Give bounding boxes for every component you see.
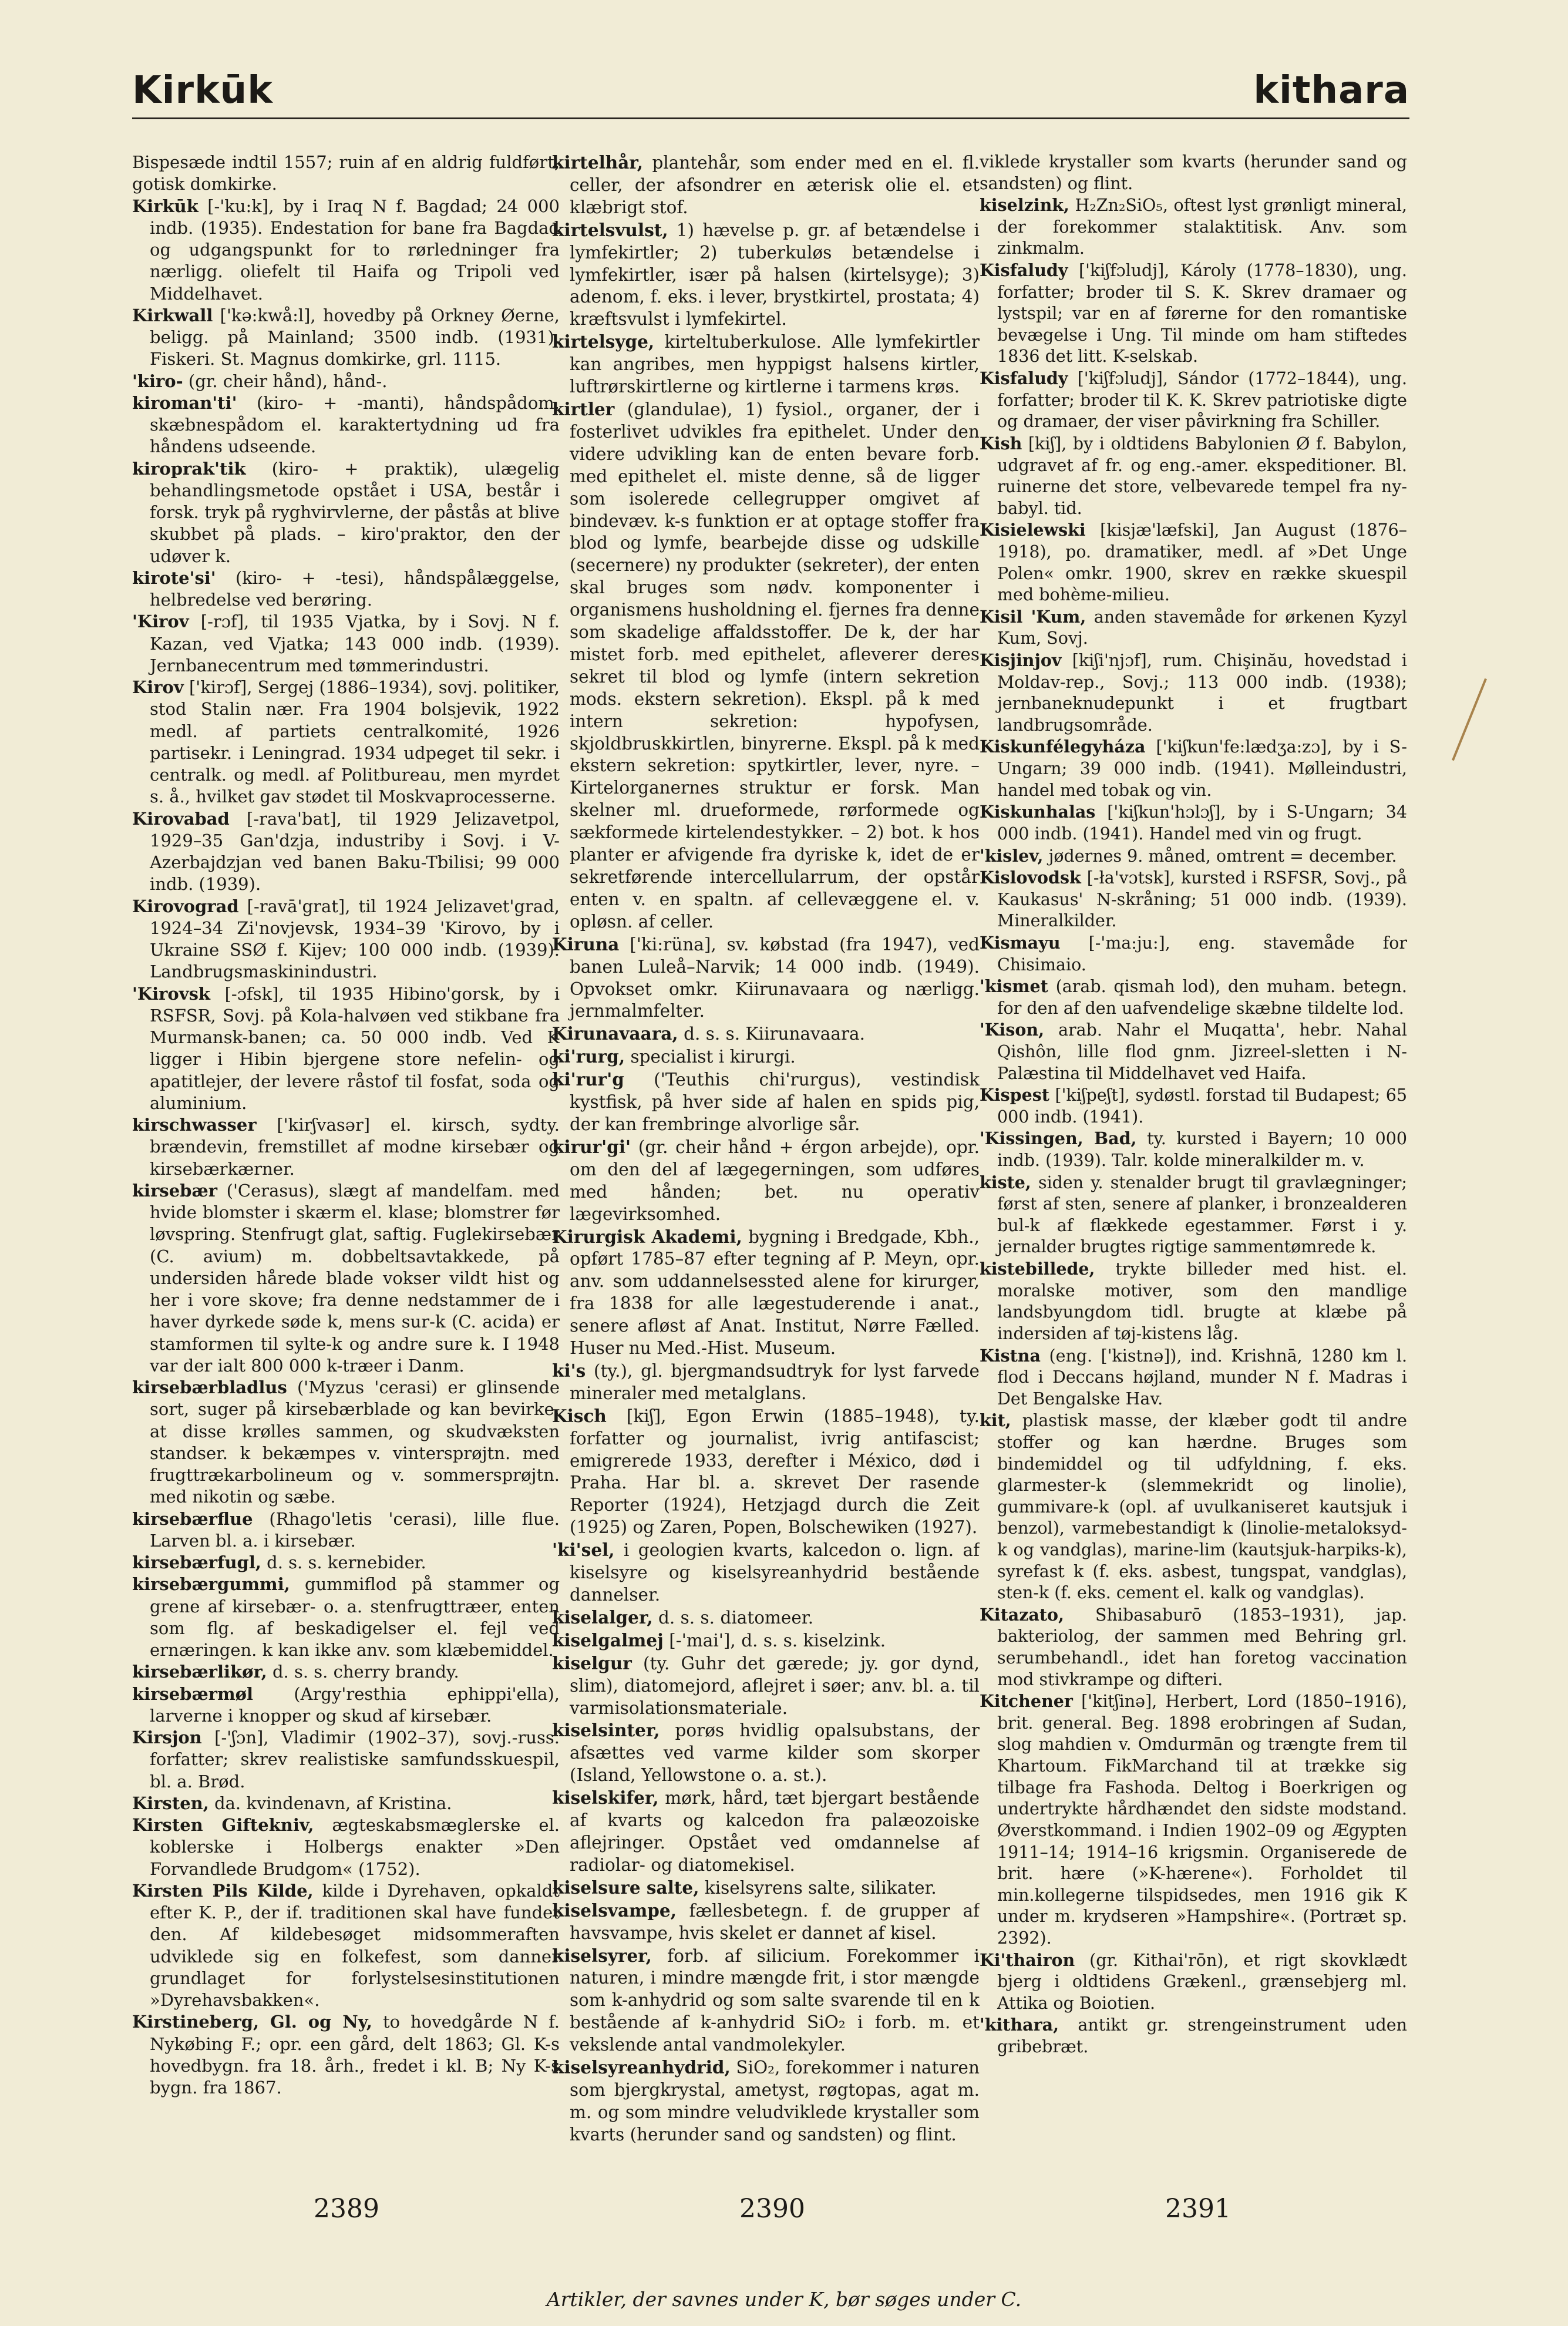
- dictionary-entry: [980, 2014, 1407, 2058]
- dictionary-entry: [980, 867, 1407, 932]
- dictionary-entry: [552, 398, 980, 933]
- dictionary-entry: [552, 1652, 980, 1720]
- entry-text: d. s. s. diatomeer.: [658, 1607, 814, 1628]
- entry-headword: kirsebærfugl,: [132, 1552, 261, 1572]
- entry-text: anden stavemåde for ørkenen Kyzyl Kum, Sovj.: [997, 607, 1407, 648]
- entry-text: ['kiʃfɔludj], Sándor (1772–1844), ung. forfatter; broder til K. K. Skrev patriotiske digte og dramaer, der viser påvirkning fra Schiller.: [997, 369, 1407, 432]
- dictionary-entry: [132, 1661, 560, 1683]
- dictionary-entry: [980, 845, 1407, 868]
- entry-text: siden y. stenalder brugt til gravlægninger; først af sten, senere af planker, i bronzealderen bul-k af flækkede egestammer. Først i y. jernalder brugtes rigtige sammentømrede k.: [997, 1172, 1407, 1257]
- dictionary-entry: [552, 219, 980, 331]
- entry-text: ['kirʃvasər] el. kirsch, sydty. brændevin, fremstillet af modne kirsebær og kirsebærkærner.: [150, 1115, 560, 1179]
- entry-text: SiO₂, forekommer i naturen som bjergkrystal, ametyst, røgtopas, agat m. m. og som mindre veludviklede krystaller som kvarts (herunder sand og sandsten) og flint.: [570, 2058, 980, 2145]
- entry-text: [-ɔfsk], til 1935 Hibino'gorsk, by i RSFSR, Sovj. på Kola-halvøen ved stikbane fra Murmansk-banen; ca. 50 000 indb. Ved K ligger i Hibin bjergene store nefelin- og apatitlejer, der levere råstof til fosfat, soda og aluminium.: [150, 983, 560, 1113]
- entry-headword: Kiskunfélegyháza: [980, 737, 1146, 757]
- entry-text: arab. Nahr el Muqatta', hebr. Nahal Qishôn, lille flod gnm. Jizreel-sletten i N-Palæstina til Middelhavet ved Haifa.: [997, 1020, 1407, 1083]
- entry-headword: kirsebærmøl: [132, 1683, 254, 1704]
- entry-text: ['ki:rüna], sv. købstad (fra 1947), ved banen Luleå–Narvik; 14 000 indb. (1949). Opvokset omkr. Kiirunavaara og nærligg. jernmalmfelter.: [570, 934, 980, 1021]
- entry-headword: kiselsyreanhydrid,: [552, 2057, 731, 2078]
- entry-headword: Kismayu: [980, 932, 1061, 953]
- entry-headword: Kiruna: [552, 933, 620, 954]
- dictionary-entry: [980, 1084, 1407, 1128]
- entry-text: d. s. s. Kiirunavaara.: [684, 1024, 866, 1044]
- entry-headword: kirtelsyge,: [552, 331, 655, 352]
- entry-headword: kirtler: [552, 398, 615, 419]
- entry-text: kiselsyrens salte, silikater.: [704, 1877, 937, 1898]
- entry-text: (eng. ['kistnə]), ind. Krishnā, 1280 km l. flod i Deccans højland, munder N f. Madras i Det Bengalske Hav.: [997, 1346, 1407, 1409]
- dictionary-entry: [132, 611, 560, 677]
- dictionary-entry: [132, 983, 560, 1115]
- entry-headword: Kitchener: [980, 1691, 1073, 1712]
- entry-text: (ty.), gl. bjergmandsudtryk for lyst farvede mineraler med metalglans.: [570, 1360, 980, 1403]
- entry-headword: Kirovograd: [132, 896, 239, 916]
- entry-text: [kiʃi'njɔf], rum. Chişinău, hovedstad i Moldav-rep., Sovj.; 113 000 indb. (1938); jernbaneknudepunkt i et frugtbart landbrugsområde.: [997, 651, 1407, 735]
- page-number-middle: 2390: [739, 2194, 805, 2224]
- dictionary-entry: [980, 1019, 1407, 1084]
- footer-note: Artikler, der savnes under K, bør søges under C.: [546, 2288, 1022, 2311]
- page-number-left: 2389: [314, 2194, 379, 2224]
- entry-headword: Kish: [980, 433, 1022, 453]
- entry-text: (kiro- + -tesi), håndspålæggelse, helbredelse ved berøring.: [150, 567, 560, 610]
- entry-headword: Ki'thairon: [980, 1949, 1075, 1970]
- entry-text: [-'ma:ju:], eng. stavemåde for Chisimaio.: [997, 933, 1407, 974]
- entry-headword: Kisfaludy: [980, 368, 1068, 389]
- entry-text: ty. kursted i Bayern; 10 000 indb. (1939). Talr. kolde mineralkilder m. v.: [997, 1129, 1407, 1171]
- entry-text: ['kiʃkun'fe:lædʒa:zɔ], by i S-Ungarn; 39 000 indb. (1941). Mølleindustri, handel med tobak og vin.: [997, 737, 1407, 800]
- entry-headword: Kirsten Pils Kilde,: [132, 1880, 314, 1901]
- entry-text: (ty. Guhr det gærede; jy. gor dynd, slim), diatomejord, aflejret i søer; anv. bl. a. til varmisolationsmateriale.: [570, 1653, 980, 1718]
- dictionary-entry: [132, 677, 560, 808]
- dictionary-entry: [552, 152, 980, 219]
- dictionary-entry: [980, 1258, 1407, 1344]
- column-1: [132, 152, 560, 2149]
- entry-text: d. s. s. cherry brandy.: [272, 1662, 459, 1682]
- entry-text: [-ła'vɔtsk], kursted i RSFSR, Sovj., på Kaukasus' N-skråning; 51 000 indb. (1939). Mineralkilder.: [997, 868, 1407, 931]
- entry-text: ægteskabsmæglerske el. koblerske i Holbergs enakter »Den Forvandlede Brudgom« (1752).: [150, 1815, 560, 1879]
- entry-text: [-'ʃɔn], Vladimir (1902–37), sovj.-russ. forfatter; skrev realistiske samfundsskuespil, bl. a. Brød.: [150, 1727, 560, 1791]
- entry-headword: Kirstineberg, Gl. og Ny,: [132, 2012, 372, 2032]
- entry-text: antikt gr. strengeinstrument uden gribebræt.: [997, 2015, 1407, 2057]
- entry-headword: kiroprak'tik: [132, 458, 246, 479]
- entry-text: H₂Zn₂SiO₅, oftest lyst grønligt mineral, der forekommer stalaktitisk. Anv. som zinkmalm.: [997, 196, 1407, 258]
- dictionary-entry: [552, 933, 980, 1023]
- entry-text: (gr. Kithai'rōn), et rigt skovklædt bjerg i oldtidens Grækenl., grænsebjerg ml. Attika og Boiotien.: [997, 1950, 1407, 2013]
- entry-text: (glandulae), 1) fysiol., organer, der i fosterlivet udvikles fra epithelet. Under den videre udvikling kan de enten bevare forb. med epithelet el. miste denne, så de ligger som isolerede cellegrupper omgivet af bindevæv. k-s funktion er at optage stoffer fra blod og lymfe, bearbejde disse og udskille (secernere) ny produkter (sekreter), der enten skal bruges som nødv. komponenter i organismens husholdning el. fjernes fra denne som skadelige affaldsstoffer. De k, der har mistet forb. med epithelet, afleverer deres sekret til blod og lymfe (intern sekretion mods. ekstern sekretion). Ekspl. på k med intern sekretion: hypofysen, skjoldbruskkirtlen, binyrerne. Ekspl. på k med ekstern sekretion: spytkirtler, lever, nyre. – Kirtelorganernes struktur er forsk. Man skelner ml. drueformede, rørformede og sækformede kirtelendestykker. – 2) bot. k hos planter er afvigende fra dyriske k, idet de er sekretførende intercellularrum, der opstår enten v. en spaltn. af cellevæggene el. v. opløsn. af celler.: [570, 399, 980, 932]
- entry-headword: Kirunavaara,: [552, 1023, 678, 1044]
- entry-text: (kiro- + praktik), ulægelig behandlingsmetode opstået i USA, består i forsk. tryk på ryghvirvlerne, der påstås at blive skubbet på plads. – kiro'praktor, den der udøver k.: [150, 458, 560, 566]
- entry-text: (Rhago'letis 'cerasi), lille flue. Larven bl. a. i kirsebær.: [150, 1508, 560, 1551]
- dictionary-entry: [552, 1068, 980, 1136]
- entry-headword: Kisch: [552, 1405, 607, 1426]
- entry-headword: kirsebærbladlus: [132, 1377, 287, 1397]
- entry-text: i geologien kvarts, kalcedon o. lign. af kiselsyre og kiselsyreanhydrid bestående dannelser.: [570, 1540, 980, 1605]
- entry-headword: kistebillede,: [980, 1259, 1095, 1279]
- entry-text: trykte billeder med hist. el. moralske motiver, som den mandlige landsbyungdom tidl. brugte at klæbe på indersiden af tøj-kistens låg.: [997, 1259, 1407, 1343]
- dictionary-entry: [132, 458, 560, 567]
- dictionary-entry: [980, 736, 1407, 801]
- dictionary-entry: [980, 368, 1407, 433]
- dictionary-entry: [132, 1377, 560, 1508]
- entry-text: Shibasaburō (1853–1931), jap. bakteriolog, der sammen med Behring grl. serumbehandl., idet han foretog vaccination mod stivkrampe og difteri.: [997, 1605, 1407, 1689]
- entry-headword: 'Kirovsk: [132, 983, 210, 1004]
- entry-headword: kiselsvampe,: [552, 1900, 677, 1921]
- entry-text: [-'ku:k], by i Iraq N f. Bagdad; 24 000 indb. (1935). Endestation for bane fra Bagdad og udgangspunkt for to rørledninger fra nærligg. oliefelt til Haifa og Tripoli ved Middelhavet.: [150, 196, 560, 304]
- entry-text: ['kə:kwå:l], hovedby på Orkney Øerne, beligg. på Mainland; 3500 indb. (1931). Fiskeri. St. Magnus domkirke, grl. 1115.: [150, 305, 560, 369]
- dictionary-entry: [552, 1877, 980, 1900]
- dictionary-entry: [980, 519, 1407, 606]
- entry-headword: kiroman'ti': [132, 392, 237, 413]
- right-guide-word: kithara: [1253, 69, 1409, 112]
- entry-text: d. s. s. kernebider.: [267, 1552, 426, 1572]
- dictionary-entry: [132, 1814, 560, 1880]
- entry-text: (arab. qismah lod), den muham. betegn. for den af den uafvendelige skæbne tildelte lod.: [997, 977, 1407, 1018]
- entry-headword: kirschwasser: [132, 1115, 257, 1135]
- dictionary-entry: [552, 1539, 980, 1606]
- entry-text: specialist i kirurgi.: [630, 1047, 796, 1067]
- dictionary-entry: [980, 1949, 1407, 2015]
- entry-headword: kit,: [980, 1410, 1011, 1431]
- entry-headword: kiselzink,: [980, 195, 1069, 216]
- entry-text: kilde i Dyrehaven, opkaldt efter K. P., der if. traditionen skal have fundet den. Af kildebesøget midsommeraften udviklede sig en folkefest, som danner grundlaget for forlystelsesinstitutionen »Dyrehavsbakken«.: [150, 1880, 560, 2010]
- column-3: [980, 152, 1407, 2149]
- dictionary-entry: [132, 371, 560, 392]
- entry-headword: Kirsten Giftekniv,: [132, 1815, 314, 1835]
- entry-headword: Kirov: [132, 677, 184, 697]
- page-number-right: 2391: [1165, 2194, 1231, 2224]
- dictionary-entry: [552, 1719, 980, 1787]
- dictionary-entry: [980, 650, 1407, 736]
- dictionary-entry: [552, 2056, 980, 2146]
- entry-headword: Kitazato,: [980, 1604, 1064, 1625]
- dictionary-entry: [132, 1793, 560, 1814]
- entry-headword: kirtelhår,: [552, 152, 644, 173]
- entry-headword: Kistna: [980, 1345, 1041, 1366]
- entry-headword: 'kismet: [980, 976, 1048, 997]
- entry-headword: kirsebærflue: [132, 1508, 253, 1529]
- entry-headword: Kisjinjov: [980, 650, 1062, 671]
- dictionary-entry: [980, 932, 1407, 976]
- dictionary-entry: [552, 1405, 980, 1539]
- left-guide-word: Kirkūk: [132, 69, 273, 112]
- entry-headword: kiste,: [980, 1172, 1031, 1192]
- entry-text: [kiʃ], Egon Erwin (1885–1948), ty. forfatter og journalist, ivrig antifascist; emigrerede 1933, derefter i México, død i Praha. Har bl. a. skrevet Der rasende Reporter (1924), Hetzjagd durch die Zeit (1925) og Zaren, Popen, Bolschewiken (1927).: [570, 1406, 980, 1538]
- entry-text: jødernes 9. måned, omtrent = december.: [1048, 846, 1397, 866]
- entry-headword: Kirkwall: [132, 305, 213, 325]
- entry-headword: Kisfaludy: [980, 260, 1068, 281]
- entry-headword: ki'rur'g: [552, 1069, 624, 1090]
- dictionary-entry: [980, 1690, 1407, 1949]
- entry-headword: ki's: [552, 1360, 586, 1381]
- entry-headword: kiselsinter,: [552, 1720, 660, 1741]
- entry-text: viklede krystaller som kvarts (herunder sand og sandsten) og flint.: [980, 152, 1407, 193]
- entry-text: (gr. cheir hånd + érgon arbejde), opr. om den del af lægegerningen, som udføres med hånden; bet. nu operativ lægevirksomhed.: [570, 1137, 980, 1224]
- entry-text: [-rɔf], til 1935 Vjatka, by i Sovj. N f. Kazan, ved Vjatka; 143 000 indb. (1939). Jernbanecentrum med tømmerindustri.: [150, 611, 560, 675]
- entry-text: porøs hvidlig opalsubstans, der afsættes ved varme kilder som skorper (Island, Yellowstone o. a. st.).: [570, 1720, 980, 1786]
- dictionary-entry: [552, 1629, 980, 1652]
- dictionary-entry: [132, 2011, 560, 2099]
- entry-headword: 'kislev,: [980, 845, 1044, 866]
- entry-headword: kiselsyrer,: [552, 1945, 652, 1966]
- dictionary-entry: [132, 567, 560, 611]
- entry-headword: Kirovabad: [132, 808, 230, 829]
- entry-headword: Kirkūk: [132, 196, 198, 216]
- dictionary-entry: [552, 1136, 980, 1226]
- entry-text: kirteltuberkulose. Alle lymfekirtler kan angribes, men hyppigst halsens kirtler, luftrørskirtlerne og kirtlerne i tarmens krøs.: [570, 332, 980, 397]
- entry-headword: Kiskunhalas: [980, 802, 1096, 822]
- entry-text: gummiflod på stammer og grene af kirsebær- o. a. stenfrugttræer, enten som flg. af beskadigelser el. fejl ved ernæringen. k kan ikke anv. som klæbemiddel.: [150, 1574, 560, 1660]
- entry-headword: kiselgur: [552, 1652, 632, 1673]
- dictionary-entry: [132, 808, 560, 896]
- dictionary-entry: [132, 896, 560, 983]
- dictionary-entry: [132, 392, 560, 458]
- dictionary-entry: [980, 194, 1407, 260]
- entry-headword: 'ki'sel,: [552, 1540, 615, 1561]
- entry-text: mørk, hård, tæt bjergart bestående af kvarts og kalcedon fra palæozoiske aflejringer. Opstået ved omdannelse af radiolar- og diatomekisel.: [570, 1788, 980, 1875]
- entry-text: [kisjæ'læfski], Jan August (1876–1918), po. dramatiker, medl. af »Det Unge Polen« omkr. 1900, skrev en række skuespil med bohème-milieu.: [997, 520, 1407, 605]
- entry-headword: 'kiro-: [132, 371, 183, 391]
- entry-headword: kirtelsvulst,: [552, 219, 668, 240]
- dictionary-entry: [132, 305, 560, 371]
- entry-text: ['kiʃpeʃt], sydøstl. forstad til Budapest; 65 000 indb. (1941).: [997, 1085, 1407, 1127]
- entry-headword: kiselsure salte,: [552, 1877, 699, 1898]
- dictionary-entry: [552, 1945, 980, 2057]
- entry-text: da. kvindenavn, af Kristina.: [214, 1793, 452, 1813]
- entry-headword: ki'rurg,: [552, 1046, 625, 1067]
- entry-headword: kirote'si': [132, 567, 216, 588]
- entry-text: forb. af silicium. Forekommer i naturen, i mindre mængde frit, i stor mængde som k-anhydrid og som salte svarende til en k bestående af k-anhydrid SiO₂ i forb. m. et vekslende antal vandmolekyler.: [570, 1945, 980, 2055]
- dictionary-entry: [980, 1128, 1407, 1171]
- entry-text: plantehår, som ender med en el. fl. celler, der afsondrer en æterisk olie el. et klæbrigt stof.: [570, 153, 980, 217]
- dictionary-entry: [132, 152, 560, 196]
- entry-text: [-rava'bat], til 1929 Jelizavetpol, 1929–35 Gan'dzja, industriby i Sovj. i V-Azerbajdzjan ved banen Baku-Tbilisi; 99 000 indb. (1939).: [150, 808, 560, 895]
- entry-headword: 'Kison,: [980, 1020, 1045, 1040]
- entry-headword: kiselskifer,: [552, 1787, 659, 1809]
- page-header: [132, 62, 1409, 126]
- dictionary-entry: [132, 1574, 560, 1661]
- dictionary-entry: [132, 1880, 560, 2012]
- entry-text: (Argy'resthia ephippi'ella), larverne i knopper og skud af kirsebær.: [150, 1683, 560, 1726]
- pencil-mark: [1452, 678, 1487, 761]
- entry-text: ['kitʃinə], Herbert, Lord (1850–1916), brit. general. Beg. 1898 erobringen af Sudan, slog mahdien v. Omdurmān og trængte frem til Khartoum. FikMarchand til at trække sig tilbage fra Fashoda. Deltog i Boerkrigen og undertrykte hårdhændet den sidste modstand. Øverstkommand. i Indien 1902–09 og Ægypten 1911–14; 1914–16 krigsmin. Organiserede de brit. hære (»K-hærene«). Forholdet til min.kollegerne tilspidsedes, men 1916 gik K under m. krydseren »Hampshire«. (Portræt sp. 2392).: [997, 1692, 1407, 1948]
- dictionary-entry: [552, 1606, 980, 1629]
- dictionary-entry: [132, 1508, 560, 1552]
- dictionary-entry: [132, 1180, 560, 1377]
- dictionary-entry: [980, 260, 1407, 368]
- dictionary-entry: [980, 433, 1407, 519]
- entry-text: ['kiʃfɔludj], Károly (1778–1830), ung. forfatter; broder til S. K. Skrev dramaer og lystspil; var en af førerne for den romantiske bevægelse i Ung. Til minde om ham stiftedes 1836 det litt. K-selskab.: [997, 261, 1407, 367]
- entry-headword: 'Kirov: [132, 611, 189, 632]
- dictionary-entry: [552, 1046, 980, 1068]
- dictionary-entry: [980, 1345, 1407, 1410]
- dictionary-entry: [980, 801, 1407, 845]
- dictionary-entry: [980, 152, 1407, 194]
- entry-text: ['kiʃkun'hɔlɔʃ], by i S-Ungarn; 34 000 indb. (1941). Handel med vin og frugt.: [997, 802, 1407, 843]
- entry-headword: kirsebærgummi,: [132, 1574, 290, 1595]
- entry-text: ('Cerasus), slægt af mandelfam. med hvide blomster i skærm el. klase; blomstrer før løvspring. Stenfrugt glat, saftig. Fuglekirsebær (C. avium) m. dobbeltsavtakkede, på undersiden hårede blade vokser vildt hist og her i vore skove; fra denne nedstammer de i haver dyrkede søde k, mens sur-k (C. acida) er stamformen til sylte-k og andre sure k. I 1948 var der ialt 800 000 k-træer i Danm.: [150, 1180, 560, 1376]
- entry-text: [-'mai'], d. s. s. kiselzink.: [669, 1630, 886, 1651]
- entry-text: (gr. cheir hånd), hånd-.: [188, 371, 388, 391]
- column-2: [552, 152, 980, 2149]
- dictionary-entry: [552, 1900, 980, 1945]
- dictionary-entry: [552, 1360, 980, 1405]
- dictionary-entry: [552, 1226, 980, 1360]
- entry-text: (kiro- + -manti), håndspådom, skæbnespådom el. karaktertydning ud fra håndens udseende.: [150, 392, 560, 457]
- entry-text: [-ravā'grat], til 1924 Jelizavet'grad, 1924–34 Zi'novjevsk, 1934–39 'Kirovo, by i Ukraine SSØ f. Kijev; 100 000 indb. (1939). Landbrugsmaskinindustri.: [150, 896, 560, 982]
- dictionary-entry: [980, 606, 1407, 650]
- entry-headword: Kirsjon: [132, 1727, 202, 1747]
- dictionary-entry: [132, 196, 560, 305]
- entry-headword: kirsebær: [132, 1180, 217, 1201]
- entry-text: 1) hævelse p. gr. af betændelse i lymfekirtler; 2) tuberkuløs betændelse i lymfekirtler, især på halsen (kirtelsyge); 3) adenom, f. eks. i lever, brystkirtel, prostata; 4) kræftsvulst i lymfekirtel.: [570, 220, 980, 330]
- dictionary-entry: [132, 1114, 560, 1180]
- header-rule: [132, 117, 1409, 119]
- dictionary-entry: [980, 976, 1407, 1019]
- entry-headword: 'kithara,: [980, 2015, 1059, 2035]
- entry-headword: kirur'gi': [552, 1136, 631, 1157]
- dictionary-entry: [132, 1552, 560, 1574]
- entry-text: plastisk masse, der klæber godt til andre stoffer og kan hærdne. Bruges som bindemiddel og til udfyldning, f. eks. glarmester-k (slemmekridt og linolie), gummivare-k (opl. af uvulkaniseret kautsjuk i benzol), varmebestandigt k (linolie-metaloksyd-k og vandglas), marine-lim (kautsjuk-harpiks-k), syrefast k (f. eks. asbest, tungspat, vandglas), sten-k (f. eks. cement el. kalk og vandglas).: [997, 1411, 1407, 1603]
- entry-headword: Kispest: [980, 1085, 1049, 1105]
- entry-headword: kiselgalmej: [552, 1629, 664, 1651]
- entry-text: bygning i Bredgade, Kbh., opført 1785–87 efter tegning af P. Meyn, opr. anv. som uddannelsessted alene for kirurger, fra 1838 for alle lægestuderende i anat., senere afløst af Anat. Institut, Nørre Fælled. Huser nu Med.-Hist. Museum.: [570, 1226, 980, 1359]
- entry-headword: kiselalger,: [552, 1606, 653, 1628]
- dictionary-entry: [980, 1604, 1407, 1690]
- entry-headword: Kislovodsk: [980, 868, 1081, 888]
- dictionary-entry: [552, 1023, 980, 1046]
- dictionary-entry: [980, 1410, 1407, 1604]
- entry-text: [kiʃ], by i oldtidens Babylonien Ø f. Babylon, udgravet af fr. og eng.-amer. ekspeditioner. Bl. ruinerne det store, velbevarede tempel fra ny-babyl. tid.: [997, 433, 1407, 518]
- entry-text: ('Teuthis chi'rurgus), vestindisk kystfisk, på hver side af halen en spids pig, der kan frembringe alvorlige sår.: [570, 1070, 980, 1134]
- entry-text: ['kirɔf], Sergej (1886–1934), sovj. politiker, stod Stalin nær. Fra 1904 bolsjevik, 1922 medl. af partiets centralkomité, 1926 partisekr. i Leningrad. 1934 udpeget til sekr. i centralk. og medl. af Politbureau, men myrdet s. å., hvilket gav stødet til Moskvaprocesserne.: [150, 677, 560, 807]
- dictionary-entry: [132, 1727, 560, 1793]
- entry-headword: Kisil 'Kum,: [980, 606, 1086, 627]
- entry-text: fællesbetegn. f. de grupper af havsvampe, hvis skelet er dannet af kisel.: [570, 1900, 980, 1943]
- entry-headword: kirsebærlikør,: [132, 1662, 267, 1682]
- entry-headword: Kirsten,: [132, 1793, 209, 1813]
- dictionary-entry: [132, 1683, 560, 1727]
- entry-headword: Kisielewski: [980, 520, 1086, 540]
- entry-text: ('Myzus 'cerasi) er glinsende sort, suger på kirsebærblade og kan bevirke, at disse krølles sammen, og skudvæksten standser. k bekæmpes v. vintersprøjtn. med frugttrækarbolineum og v. sommersprøjtn. med nikotin og sæbe.: [150, 1377, 560, 1507]
- entry-text: to hovedgårde N f. Nykøbing F.; opr. een gård, delt 1863; Gl. K-s hovedbygn. fra 18. årh., fredet i kl. B; Ny K-s bygn. fra 1867.: [150, 2012, 560, 2098]
- dictionary-entry: [552, 1787, 980, 1877]
- dictionary-entry: [552, 331, 980, 398]
- entry-text: Bispesæde indtil 1557; ruin af en aldrig fuldført, gotisk domkirke.: [132, 152, 560, 194]
- entry-headword: 'Kissingen, Bad,: [980, 1128, 1137, 1149]
- entry-headword: Kirurgisk Akademi,: [552, 1226, 742, 1247]
- dictionary-entry: [980, 1172, 1407, 1258]
